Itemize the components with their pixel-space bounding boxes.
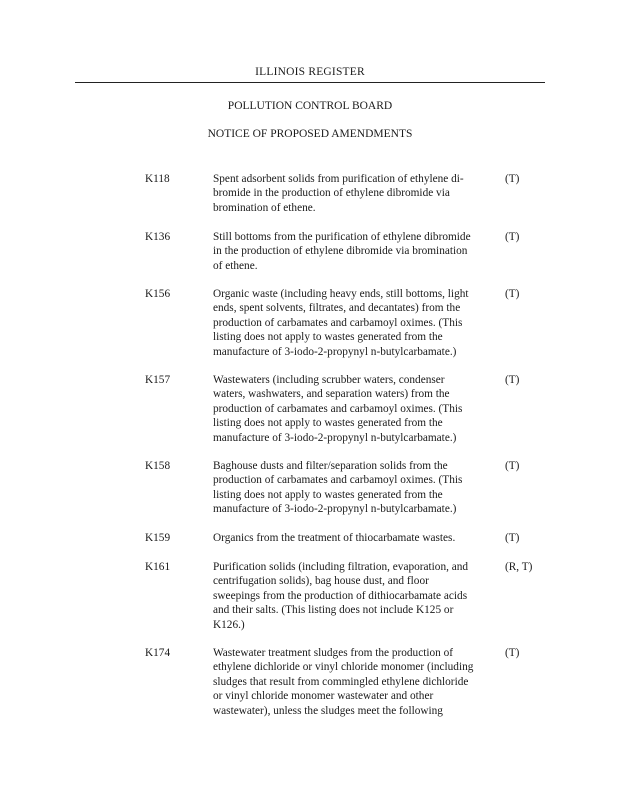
waste-description xyxy=(213,230,495,273)
description-line: production of carbamates and carbamoyl oximes. (This xyxy=(213,474,463,487)
description-line: listing does not apply to wastes generated from the xyxy=(213,488,443,501)
description-line: bromide in the production of ethylene dibromide via xyxy=(213,187,450,200)
hazard-code: (T) xyxy=(505,288,520,300)
waste-description xyxy=(213,172,495,215)
waste-code: K174 xyxy=(145,647,171,659)
hazard-code: (T) xyxy=(505,532,520,544)
waste-code: K158 xyxy=(145,460,171,472)
waste-description xyxy=(213,287,495,359)
description-line: Organic waste (including heavy ends, still bottoms, light xyxy=(213,288,469,300)
waste-code: K161 xyxy=(145,561,171,573)
description-line: listing does not apply to wastes generated from the xyxy=(213,417,443,430)
description-line: Still bottoms from the purification of ethylene dibromide xyxy=(213,231,471,243)
waste-code: K136 xyxy=(145,231,171,243)
description-line: Spent adsorbent solids from purification of ethylene di- xyxy=(213,173,464,185)
description-line: Wastewater treatment sludges from the production of xyxy=(213,647,454,659)
description-line: waters, washwaters, and separation waters) from the xyxy=(213,388,450,401)
hazard-code: (T) xyxy=(505,460,520,472)
waste-description xyxy=(213,459,495,517)
description-line: manufacture of 3-iodo-2-propynyl n-butylcarbamate.) xyxy=(213,431,457,444)
description-line: Purification solids (including filtration, evaporation, and xyxy=(213,561,469,573)
description-line: and their salts. (This listing does not include K125 or xyxy=(213,604,454,617)
description-line: manufacture of 3-iodo-2-propynyl n-butylcarbamate.) xyxy=(213,345,457,358)
description-line: listing does not apply to wastes generated from the xyxy=(213,331,443,344)
hazard-code: (T) xyxy=(505,374,520,386)
description-line: of ethene. xyxy=(213,259,258,272)
waste-code: K156 xyxy=(145,288,171,300)
hazard-code: (T) xyxy=(505,231,520,243)
description-line: Organics from the treatment of thiocarbamate wastes. xyxy=(213,532,456,544)
waste-description xyxy=(213,560,495,632)
description-line: K126.) xyxy=(213,618,245,631)
waste-code: K157 xyxy=(145,374,171,386)
description-line: or vinyl chloride monomer wastewater and other xyxy=(213,690,434,703)
description-line: production of carbamates and carbamoyl oximes. (This xyxy=(213,402,463,415)
waste-code: K118 xyxy=(145,173,170,185)
description-line: wastewater), unless the sludges meet the following xyxy=(213,704,443,717)
page-header: ILLINOIS REGISTER xyxy=(255,66,365,78)
description-line: manufacture of 3-iodo-2-propynyl n-butylcarbamate.) xyxy=(213,503,457,516)
description-line: Baghouse dusts and filter/separation solids from the xyxy=(213,460,448,472)
description-line: centrifugation solids), bag house dust, and floor xyxy=(213,575,429,588)
description-line: ends, spent solvents, filtrates, and decantates) from the xyxy=(213,302,461,315)
description-line: Wastewaters (including scrubber waters, condenser xyxy=(213,374,445,386)
hazard-code: (T) xyxy=(505,173,520,185)
notice-title: NOTICE OF PROPOSED AMENDMENTS xyxy=(207,128,413,140)
waste-description xyxy=(213,373,495,445)
waste-description xyxy=(213,646,495,718)
description-line: sludges that result from commingled ethylene dichloride xyxy=(213,675,469,688)
hazard-code: (R, T) xyxy=(505,561,533,573)
hazard-code: (T) xyxy=(505,647,520,659)
description-line: bromination of ethene. xyxy=(213,201,316,214)
description-line: sweepings from the production of dithiocarbamate acids xyxy=(213,589,468,602)
description-line: in the production of ethylene dibromide via bromination xyxy=(213,245,468,258)
description-line: ethylene dichloride or vinyl chloride monomer (including xyxy=(213,661,474,674)
description-line: production of carbamates and carbamoyl oximes. (This xyxy=(213,316,463,329)
waste-code: K159 xyxy=(145,532,171,544)
board-name: POLLUTION CONTROL BOARD xyxy=(227,100,393,112)
waste-description xyxy=(213,531,495,545)
